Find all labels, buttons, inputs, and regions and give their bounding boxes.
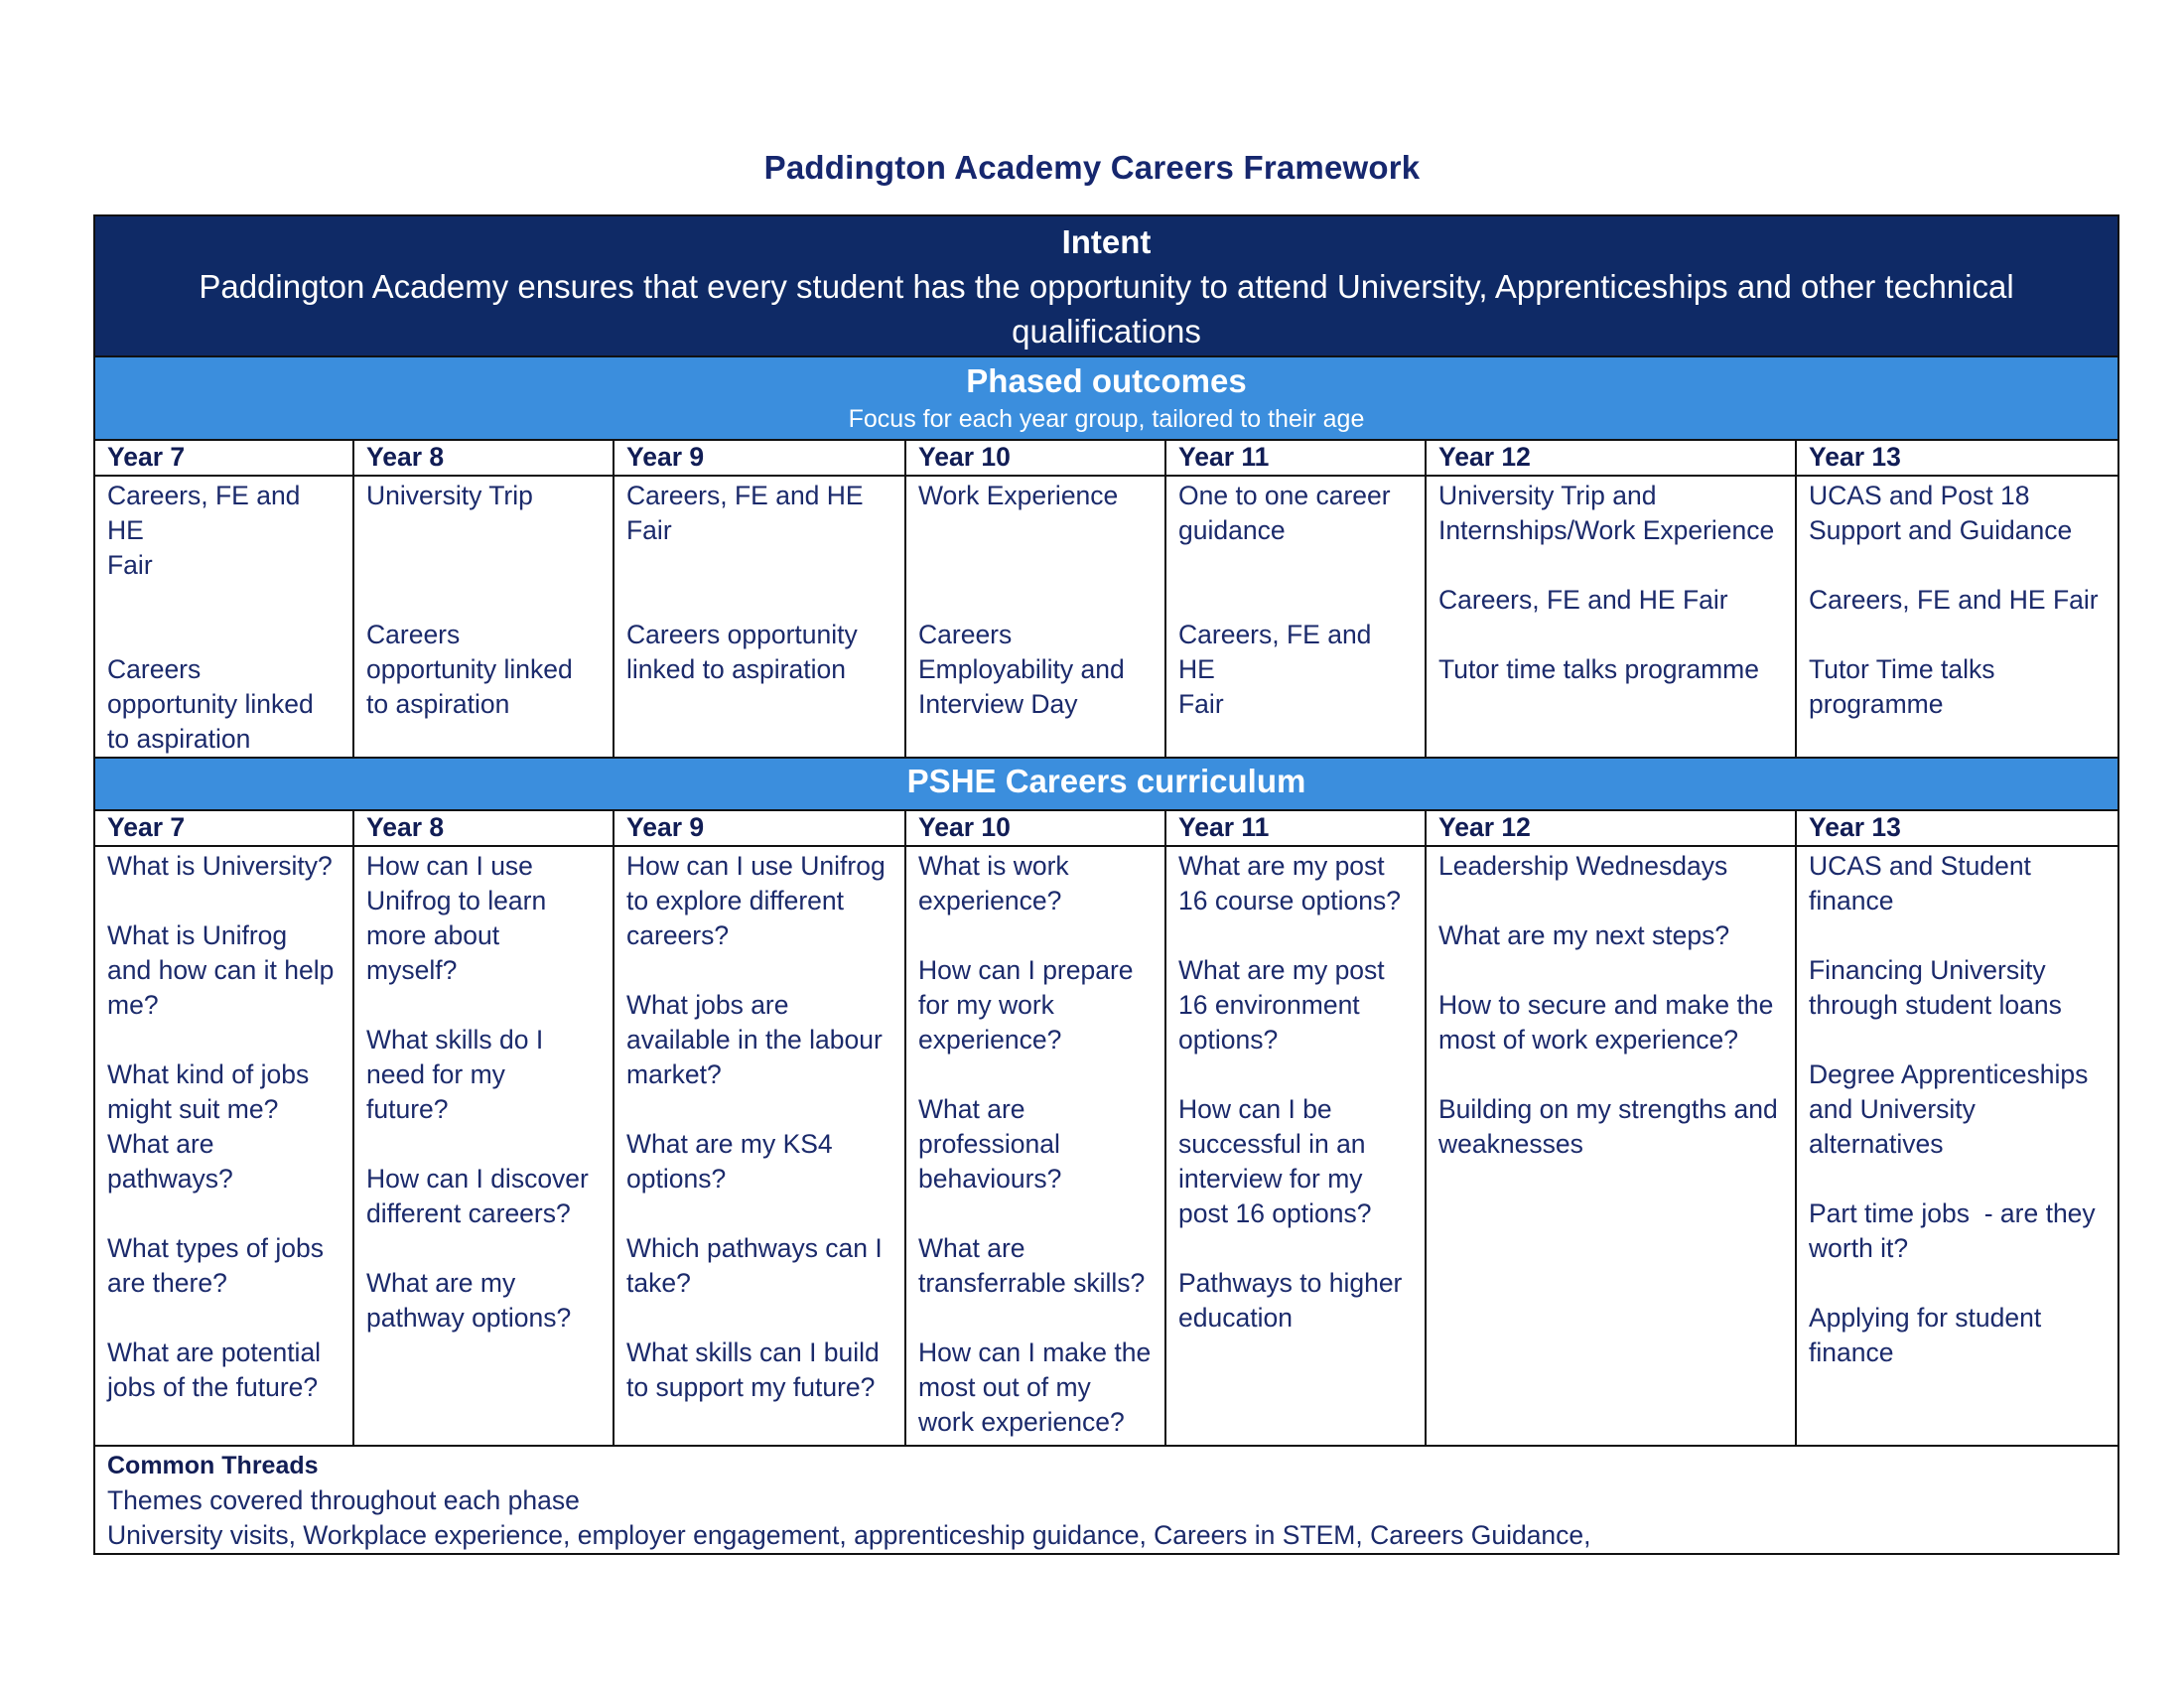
outcome-line: Fair <box>626 515 672 545</box>
curriculum-line: and how can it help <box>107 955 335 985</box>
phased-outcomes-subheading: Focus for each year group, tailored to their age <box>848 405 1365 433</box>
careers-framework-table <box>93 214 2119 1555</box>
curriculum-line: market? <box>626 1059 722 1089</box>
curriculum-line: interview for my <box>1178 1164 1363 1194</box>
outcome-line: programme <box>1809 689 1944 719</box>
curriculum-line: education <box>1178 1303 1293 1333</box>
outcome-line: Careers <box>918 620 1013 649</box>
curriculum-line: How can I make the <box>918 1337 1152 1367</box>
outcome-line: University Trip and <box>1438 481 1657 510</box>
pshe-year-header: Year 8 <box>353 810 614 846</box>
outcome-line: Tutor Time talks <box>1809 654 1995 684</box>
outcome-line: Fair <box>1178 689 1224 719</box>
curriculum-line: What are my post <box>1178 851 1385 881</box>
pshe-header <box>94 758 2118 810</box>
phased-outcomes-band <box>94 356 2118 440</box>
outcome-cell-year-13 <box>1796 476 2118 758</box>
phased-outcomes-heading: Phased outcomes <box>966 362 1247 399</box>
curriculum-line: How can I prepare <box>918 955 1134 985</box>
outcome-line: Tutor time talks programme <box>1438 654 1759 684</box>
phased-year-header: Year 9 <box>614 440 905 476</box>
curriculum-line: How to secure and make the <box>1438 990 1774 1020</box>
phased-outcomes-header <box>94 356 2118 440</box>
curriculum-line: What is Unifrog <box>107 920 288 950</box>
outcome-line: Employability and <box>918 654 1125 684</box>
pshe-heading: PSHE Careers curriculum <box>906 763 1306 799</box>
curriculum-line: What are <box>918 1233 1025 1263</box>
curriculum-line: What kind of jobs <box>107 1059 310 1089</box>
curriculum-line: What skills do I <box>366 1025 544 1055</box>
curriculum-line: more about <box>366 920 500 950</box>
common-threads-cell <box>94 1446 2118 1554</box>
curriculum-line: transferrable skills? <box>918 1268 1146 1298</box>
intent-row <box>94 215 2118 356</box>
outcome-line: One to one career <box>1178 481 1391 510</box>
curriculum-line: pathways? <box>107 1164 233 1194</box>
curriculum-line: Financing University <box>1809 955 2046 985</box>
curriculum-line: 16 course options? <box>1178 886 1401 915</box>
page-title: Paddington Academy Careers Framework <box>763 149 1421 186</box>
outcome-cell-year-11 <box>1165 476 1426 758</box>
curriculum-line: What are my KS4 <box>626 1129 833 1159</box>
curriculum-line: most out of my <box>918 1372 1091 1402</box>
curriculum-line: Pathways to higher <box>1178 1268 1403 1298</box>
phased-year-header: Year 12 <box>1426 440 1796 476</box>
curriculum-line: What are my next steps? <box>1438 920 1730 950</box>
curriculum-cell-year-11 <box>1165 846 1426 1446</box>
curriculum-line: What are my post <box>1178 955 1385 985</box>
curriculum-line: What skills can I build <box>626 1337 880 1367</box>
curriculum-line: jobs of the future? <box>107 1372 319 1402</box>
curriculum-line: options? <box>1178 1025 1279 1055</box>
curriculum-line: are there? <box>107 1268 227 1298</box>
phased-year-header-row <box>94 440 2118 476</box>
intent-heading: Intent <box>1061 223 1152 260</box>
curriculum-line: What jobs are <box>626 990 789 1020</box>
curriculum-cell-year-7 <box>94 846 353 1446</box>
curriculum-line: me? <box>107 990 159 1020</box>
curriculum-line: available in the labour <box>626 1025 883 1055</box>
curriculum-cell-year-12 <box>1426 846 1796 1446</box>
curriculum-line: Applying for student <box>1809 1303 2042 1333</box>
curriculum-line: finance <box>1809 1337 1894 1367</box>
outcome-line: opportunity linked <box>366 654 573 684</box>
curriculum-line: and University <box>1809 1094 1976 1124</box>
curriculum-line: Unifrog to learn <box>366 886 547 915</box>
curriculum-line: Building on my strengths and <box>1438 1094 1778 1124</box>
curriculum-line: pathway options? <box>366 1303 572 1333</box>
outcome-cell-year-8 <box>353 476 614 758</box>
curriculum-line: post 16 options? <box>1178 1198 1372 1228</box>
phased-year-header: Year 13 <box>1796 440 2118 476</box>
curriculum-line: What are potential <box>107 1337 322 1367</box>
phased-year-header: Year 11 <box>1165 440 1426 476</box>
curriculum-line: UCAS and Student finance <box>1809 851 2039 915</box>
curriculum-line: What is University? <box>107 851 333 881</box>
phased-year-header: Year 8 <box>353 440 614 476</box>
common-threads-themes: University visits, Workplace experience, employer engagement, apprenticeship guidance, Careers in STEM, Careers Guidance, <box>107 1520 1591 1550</box>
phased-year-header: Year 7 <box>94 440 353 476</box>
outcome-line: Careers <box>366 620 461 649</box>
curriculum-line: most of work experience? <box>1438 1025 1738 1055</box>
curriculum-line: careers? <box>626 920 730 950</box>
pshe-year-header: Year 12 <box>1426 810 1796 846</box>
pshe-year-header: Year 11 <box>1165 810 1426 846</box>
outcome-line: Fair <box>107 550 153 580</box>
outcome-cell-year-12 <box>1426 476 1796 758</box>
outcome-line: guidance <box>1178 515 1286 545</box>
curriculum-line: Which pathways can I <box>626 1233 883 1263</box>
curriculum-line: myself? <box>366 955 458 985</box>
outcome-line: to aspiration <box>107 724 251 754</box>
outcome-cell-year-10 <box>905 476 1165 758</box>
curriculum-line: How can I use Unifrog <box>626 851 886 881</box>
curriculum-cell-year-10 <box>905 846 1165 1446</box>
curriculum-line: What are <box>918 1094 1025 1124</box>
outcome-line: Careers, FE and HE Fair <box>1438 585 1728 615</box>
outcome-cell-year-7 <box>94 476 353 758</box>
outcome-line: Careers, FE and HE <box>626 481 864 510</box>
pshe-year-header: Year 13 <box>1796 810 2118 846</box>
curriculum-line: successful in an <box>1178 1129 1366 1159</box>
outcome-line: Support and Guidance <box>1809 515 2073 545</box>
curriculum-line: through student loans <box>1809 990 2062 1020</box>
curriculum-line: take? <box>626 1268 691 1298</box>
outcome-line: Careers, FE and HE <box>107 481 308 545</box>
pshe-year-header: Year 10 <box>905 810 1165 846</box>
pshe-year-header: Year 7 <box>94 810 353 846</box>
curriculum-line: for my work <box>918 990 1054 1020</box>
curriculum-cell-year-9 <box>614 846 905 1446</box>
curriculum-line: worth it? <box>1809 1233 1909 1263</box>
common-threads-heading: Common Threads <box>107 1452 319 1479</box>
curriculum-line: What are my <box>366 1268 516 1298</box>
curriculum-line: How can I use <box>366 851 533 881</box>
common-threads-row <box>94 1446 2118 1554</box>
curriculum-line: 16 environment <box>1178 990 1360 1020</box>
curriculum-line: need for my <box>366 1059 505 1089</box>
outcome-line: opportunity linked <box>107 689 314 719</box>
pshe-curriculum-row <box>94 846 2118 1446</box>
outcome-line: Careers opportunity <box>626 620 858 649</box>
pshe-year-header-row <box>94 810 2118 846</box>
curriculum-line: alternatives <box>1809 1129 1944 1159</box>
curriculum-line: might suit me? <box>107 1094 279 1124</box>
outcome-line: Internships/Work Experience <box>1438 515 1775 545</box>
curriculum-line: to support my future? <box>626 1372 876 1402</box>
curriculum-line: Degree Apprenticeships <box>1809 1059 2089 1089</box>
curriculum-line: weaknesses <box>1438 1129 1583 1159</box>
outcome-line: University Trip <box>366 481 533 510</box>
curriculum-line: experience? <box>918 886 1062 915</box>
curriculum-cell-year-13 <box>1796 846 2118 1446</box>
curriculum-line: What are <box>107 1129 214 1159</box>
curriculum-line: options? <box>626 1164 727 1194</box>
outcome-line: Careers <box>107 654 202 684</box>
curriculum-line: What types of jobs <box>107 1233 324 1263</box>
outcome-line: Interview Day <box>918 689 1078 719</box>
outcome-cell-year-9 <box>614 476 905 758</box>
curriculum-line: to explore different <box>626 886 845 915</box>
pshe-year-header: Year 9 <box>614 810 905 846</box>
curriculum-line: How can I discover <box>366 1164 589 1194</box>
outcome-line: Careers, FE and HE <box>1178 620 1379 684</box>
curriculum-line: behaviours? <box>918 1164 1062 1194</box>
curriculum-line: different careers? <box>366 1198 571 1228</box>
curriculum-line: experience? <box>918 1025 1062 1055</box>
curriculum-line: Part time jobs - are they <box>1809 1198 2096 1228</box>
pshe-band <box>94 758 2118 810</box>
curriculum-cell-year-8 <box>353 846 614 1446</box>
outcome-line: Careers, FE and HE Fair <box>1809 585 2099 615</box>
curriculum-line: Leadership Wednesdays <box>1438 851 1728 881</box>
curriculum-line: What is work <box>918 851 1069 881</box>
outcome-line: Work Experience <box>918 481 1119 510</box>
curriculum-line: professional <box>918 1129 1060 1159</box>
common-threads-subheading: Themes covered throughout each phase <box>107 1485 580 1515</box>
curriculum-line: work experience? <box>918 1407 1125 1437</box>
phased-year-header: Year 10 <box>905 440 1165 476</box>
outcome-line: linked to aspiration <box>626 654 846 684</box>
phased-outcomes-row <box>94 476 2118 758</box>
curriculum-line: future? <box>366 1094 449 1124</box>
intent-statement: Paddington Academy ensures that every student has the opportunity to attend University, Apprenticeships and other technical qualifications <box>199 268 2014 350</box>
outcome-line: UCAS and Post 18 <box>1809 481 2030 510</box>
outcome-line: to aspiration <box>366 689 510 719</box>
curriculum-line: How can I be <box>1178 1094 1332 1124</box>
intent-cell <box>94 215 2118 356</box>
